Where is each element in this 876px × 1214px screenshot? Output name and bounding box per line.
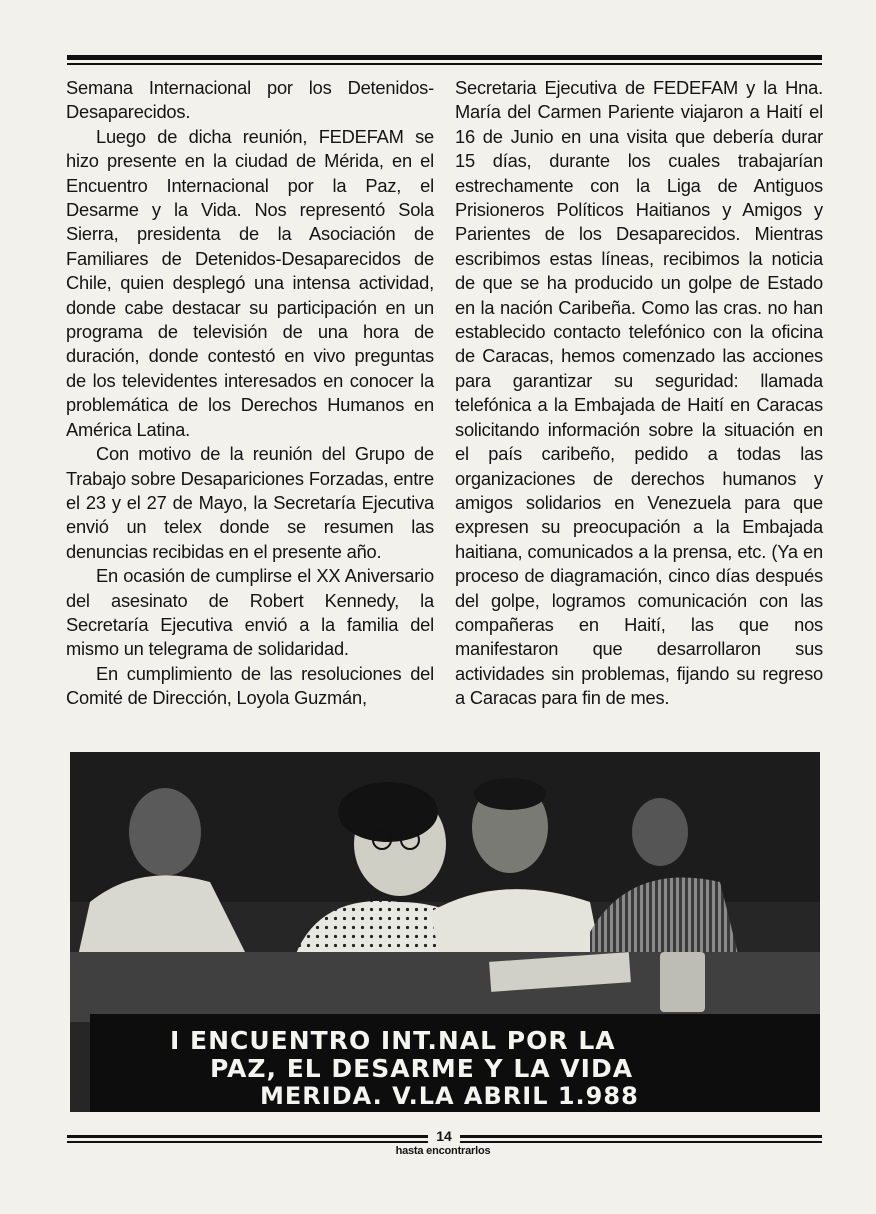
left-paragraph-3: Con motivo de la reunión del Grupo de Trabajo sobre Desapariciones Forzadas, entre el 23 y el 27 de Mayo, la Secretaría Ejecutiva envió un telex donde se resumen las denuncias recibidas en el presente año. <box>66 443 434 562</box>
publication-title: hasta encontrarlos <box>395 1145 491 1157</box>
left-paragraph-1: Semana Internacional por los Detenidos- Desaparecidos. <box>66 77 434 123</box>
man-right-head <box>632 798 688 866</box>
top-rule-thin <box>67 63 822 65</box>
left-text-column <box>66 76 434 711</box>
table <box>70 952 820 1022</box>
right-text-column <box>455 76 823 711</box>
left-paragraph-2: Luego de dicha reunión, FEDEFAM se hizo presente en la ciudad de Mérida, en el Encuentro Internacional por la Paz, el Desarme y la Vida. Nos representó Sola Sierra, presidenta de la Asociación de Familiares de Detenidos-Desaparecidos de Chile, quien desplegó una intensa actividad, donde cabe destacar su participación en un programa de televisión de una hora de duración, donde contestó en vivo preguntas de los televidentes interesados en conocer la problemática de los Derechos Humanos en América Latina. <box>66 125 434 440</box>
photo-scene <box>70 752 820 1112</box>
left-paragraph-5: En cumplimiento de las resoluciones del Comité de Dirección, Loyola Guzmán, <box>66 662 434 709</box>
event-photograph <box>70 752 820 1112</box>
page-number: 14 <box>428 1128 460 1144</box>
right-paragraph-1: Secretaria Ejecutiva de FEDEFAM y la Hna. María del Carmen Pariente viajaron a Haití el 16 de Junio en una visita que debería durar 15 días, durante los cuales trabajarían estrechamente con la Liga de Antiguos Prisioneros Políticos Haitianos y Amigos y Parientes de los Desaparecidos. Mientras escribimos estas líneas, recibimos la noticia de que se ha producido un golpe de Estado en la nación Caribeña. Como las cras. no han establecido contacto telefónico con la oficina de Caracas, hemos comenzado las acciones para garantizar su seguridad: llamada telefónica a la Embajada de Haití en Caracas solicitando información sobre la situación en el país caribeño, pedido a todas las organizaciones de derechos humanos y amigos solidarios en Venezuela para que expresen su preocupación a la Embajada haitiana, comunicados a la prensa, etc. (Ya en proceso de diagramación, cinco días después del golpe, logramos comunicación con las compañeras en Haití, las que nos manifestaron que desarrollaron sus actividades sin problemas, fijando su regreso a Caracas para fin de mes. <box>455 77 823 709</box>
top-rule-thick <box>67 55 822 60</box>
banner-line-1: I ENCUENTRO INT.NAL POR LA <box>170 1026 616 1055</box>
left-paragraph-4: En ocasión de cumplirse el XX Aniversario del asesinato de Robert Kennedy, la Secretaría Ejecutiva envió a la familia del mismo un telegrama de solidaridad. <box>66 565 434 660</box>
banner-line-3: MERIDA. V.LA ABRIL 1.988 <box>260 1082 639 1110</box>
banner-line-2: PAZ, EL DESARME Y LA VIDA <box>210 1054 634 1083</box>
person-left-head <box>129 788 201 876</box>
